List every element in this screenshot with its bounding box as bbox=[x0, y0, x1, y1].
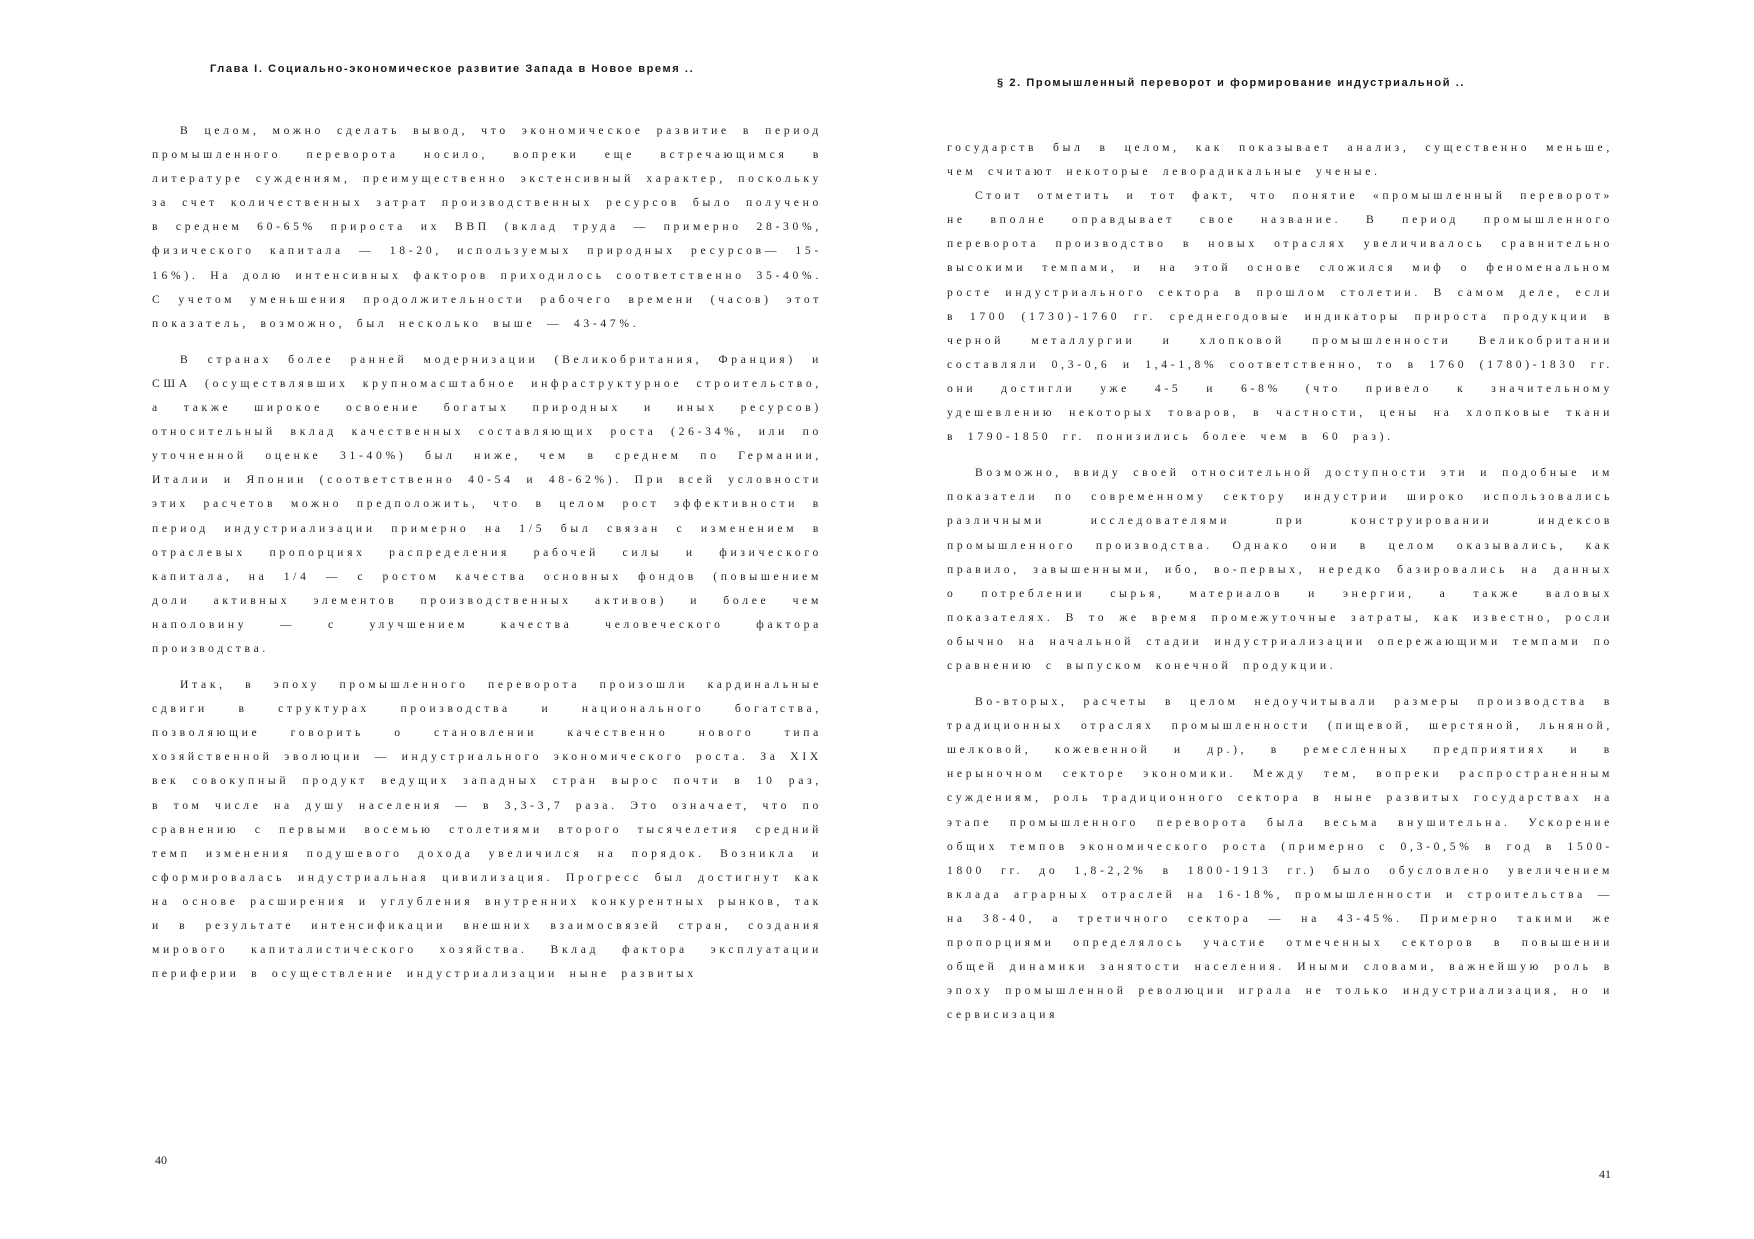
body-text bbox=[947, 136, 1613, 1027]
paragraph: В странах более ранней модернизации (Великобритания, Франция) и США (осуществлявших крупномасштабное инфраструктурное строительство, а также широкое освоение богатых природных и иных ресурсов) относительный вклад качественных составляющих роста (26-34%, или по уточненной оценке 31-40%) был ниже, чем в среднем по Германии, Италии и Японии (соответственно 40-54 и 48-62%). При всей условности этих расчетов можно предположить, что в целом рост эффективности в период индустриализации примерно на 1/5 был связан с изменением в отраслевых пропорциях распределения рабочей силы и физического капитала, на 1/4 — с ростом качества основных фондов (повышением доли активных элементов производственных активов) и более чем наполовину — с улучшением качества человеческого фактора производства. bbox=[152, 352, 822, 655]
running-head: § 2. Промышленный переворот и формирование индустриальной .. bbox=[997, 77, 1466, 89]
paragraph: Стоит отметить и тот факт, что понятие «промышленный переворот» не вполне оправдывает свое название. В период промышленного переворота производство в новых отраслях увеличивалось сравнительно высокими темпами, и на этой основе сложился миф о феноменальном росте индустриального сектора в прошлом столетии. В самом деле, если в 1700 (1730)-1760 гг. среднегодовые индикаторы прироста продукции в черной металлургии и хлопковой промышленности Великобритании составляли 0,3-0,6 и 1,4-1,8% соответственно, то в 1760 (1780)-1830 гг. они достигли уже 4-5 и 6-8% (что привело к значительному удешевлению некоторых товаров, в частности, цены на хлопковые ткани в 1790-1850 гг. понизились более чем в 60 раз). bbox=[947, 189, 1613, 444]
body-text bbox=[152, 119, 822, 986]
paragraph: государств был в целом, как показывает анализ, существенно меньше, чем считают некоторые леворадикальные ученые. bbox=[947, 141, 1613, 179]
page-number: 40 bbox=[155, 1153, 167, 1167]
page-number: 41 bbox=[1599, 1167, 1611, 1181]
paragraph: Во-вторых, расчеты в целом недоучитывали размеры производства в традиционных отраслях промышленности (пищевой, шерстяной, льняной, шелковой, кожевенной и др.), в ремесленных предприятиях и в нерыночном секторе экономики. Между тем, вопреки распространенным суждениям, роль традиционного сектора в ныне развитых государствах на этапе промышленного переворота была весьма внушительна. Ускорение общих темпов экономического роста (примерно с 0,3-0,5% в год в 1500-1800 гг. до 1,8-2,2% в 1800-1913 гг.) было обусловлено увеличением вклада аграрных отраслей на 16-18%, промышленности и строительства — на 38-40, а третичного сектора — на 43-45%. Примерно такими же пропорциями определялось участие отмеченных секторов в повышении общей динамики занятости населения. Иными словами, важнейшую роль в эпоху промышленной революции играла не только индустриализация, но и сервисизация bbox=[947, 695, 1613, 1022]
paragraph: В целом, можно сделать вывод, что экономическое развитие в период промышленного переворота носило, вопреки еще встречающимся в литературе суждениям, преимущественно экстенсивный характер, поскольку за счет количественных затрат производственных ресурсов было получено в среднем 60-65% прироста их ВВП (вклад труда — примерно 28-30%, физического капитала — 18-20, используемых природных ресурсов— 15-16%). На долю интенсивных факторов приходилось соответственно 35-40%. С учетом уменьшения продолжительности рабочего времени (часов) этот показатель, возможно, был несколько выше — 43-47%. bbox=[152, 124, 822, 330]
paragraph: Итак, в эпоху промышленного переворота произошли кардинальные сдвиги в структурах производства и национального богатства, позволяющие говорить о становлении качественно нового типа хозяйственной эволюции — индустриального экономического роста. За XIX век совокупный продукт ведущих западных стран вырос почти в 10 раз, в том числе на душу населения — в 3,3-3,7 раза. Это означает, что по сравнению с первыми восемью столетиями второго тысячелетия средний темп изменения подушевого дохода увеличился на порядок. Возникла и сформировалась индустриальная цивилизация. Прогресс был достигнут как на основе расширения и углубления внутренних конкурентных рынков, так и в результате интенсификации внешних взаимосвязей стран, создания мирового капиталистического хозяйства. Вклад фактора эксплуатации периферии в осуществление индустриализации ныне развитых bbox=[152, 678, 822, 981]
paragraph: Возможно, ввиду своей относительной доступности эти и подобные им показатели по современному сектору индустрии широко использовались различными исследователями при конструировании индексов промышленного производства. Однако они в целом оказывались, как правило, завышенными, ибо, во-первых, нередко базировались на данных о потреблении сырья, материалов и энергии, а также валовых показателях. В то же время промежуточные затраты, как известно, росли обычно на начальной стадии индустриализации опережающими темпами по сравнению с выпуском конечной продукции. bbox=[947, 466, 1613, 672]
right-page bbox=[877, 0, 1754, 1239]
running-head: Глава I. Социально-экономическое развитие Запада в Новое время .. bbox=[210, 63, 695, 75]
